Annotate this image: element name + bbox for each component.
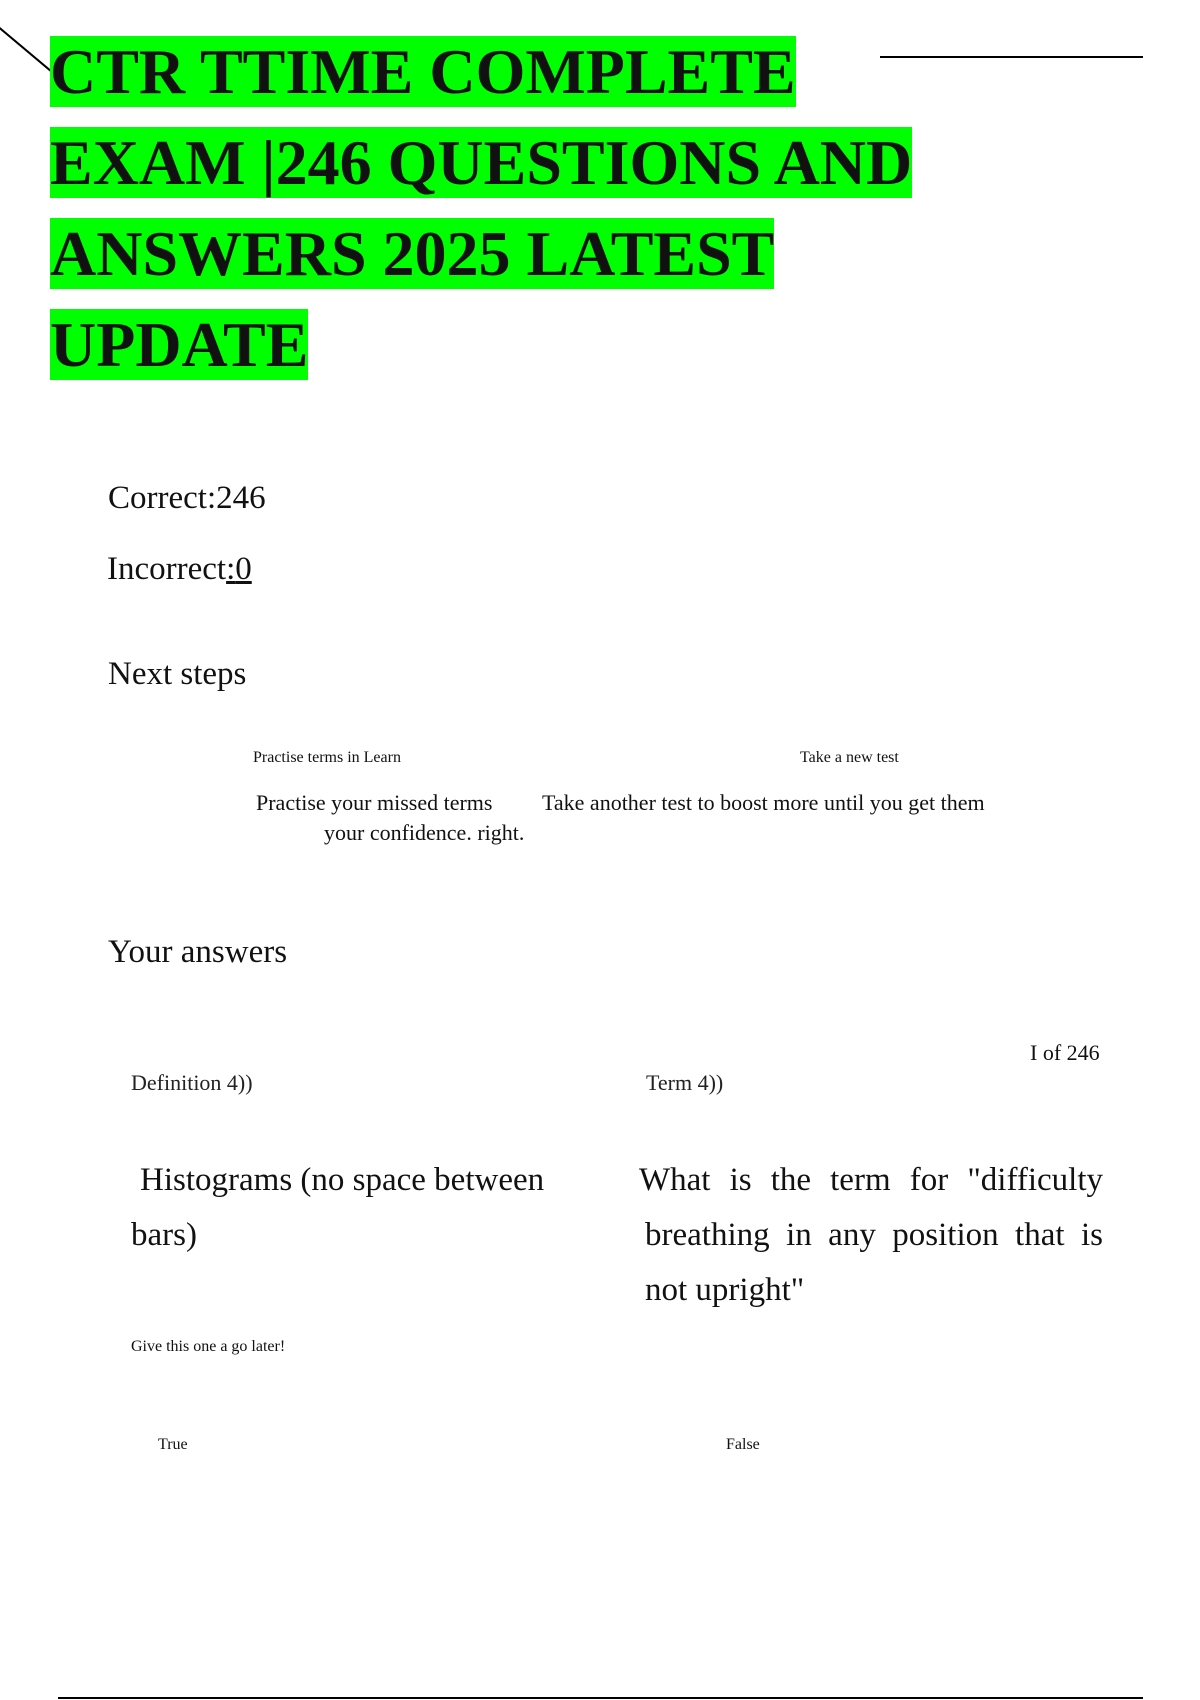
- description-continuation: your confidence. right.: [324, 820, 525, 845]
- incorrect-colon: :: [226, 551, 236, 587]
- incorrect-value: 0: [235, 551, 252, 587]
- term-question-text: What is the term for "difficulty breathing in any position that is not upright": [639, 1162, 1103, 1308]
- document-title: [50, 26, 1090, 390]
- next-steps-heading: Next steps: [108, 656, 247, 692]
- title-line-1: CTR TTIME COMPLETE: [50, 36, 796, 107]
- correct-label: Correct:: [108, 480, 217, 516]
- title-line-3: ANSWERS 2025 LATEST: [50, 218, 775, 289]
- definition-answer-text: Histograms (no space between bars): [131, 1162, 545, 1253]
- term-label: Term 4)): [646, 1070, 724, 1095]
- false-option[interactable]: False: [726, 1436, 760, 1453]
- true-option[interactable]: True: [158, 1436, 188, 1453]
- incorrect-score: [107, 551, 252, 588]
- learn-description: Practise your missed terms: [256, 790, 493, 815]
- try-later-link[interactable]: Give this one a go later!: [131, 1338, 286, 1355]
- question-counter: I of 246: [1030, 1040, 1100, 1065]
- your-answers-heading: Your answers: [108, 934, 288, 970]
- definition-label: Definition 4)): [131, 1070, 253, 1095]
- take-new-test-button[interactable]: Take a new test: [800, 749, 899, 766]
- correct-value: 246: [216, 480, 266, 516]
- correct-score: [108, 480, 266, 517]
- footer-rule: [58, 1697, 1143, 1699]
- practise-in-learn-button[interactable]: Practise terms in Learn: [253, 749, 401, 766]
- corner-decoration-line: [0, 22, 55, 75]
- test-description: Take another test to boost more until you get them: [542, 790, 985, 815]
- incorrect-label: Incorrect: [107, 551, 227, 587]
- title-line-4: UPDATE: [50, 309, 309, 380]
- title-line-2: EXAM |246 QUESTIONS AND: [50, 127, 913, 198]
